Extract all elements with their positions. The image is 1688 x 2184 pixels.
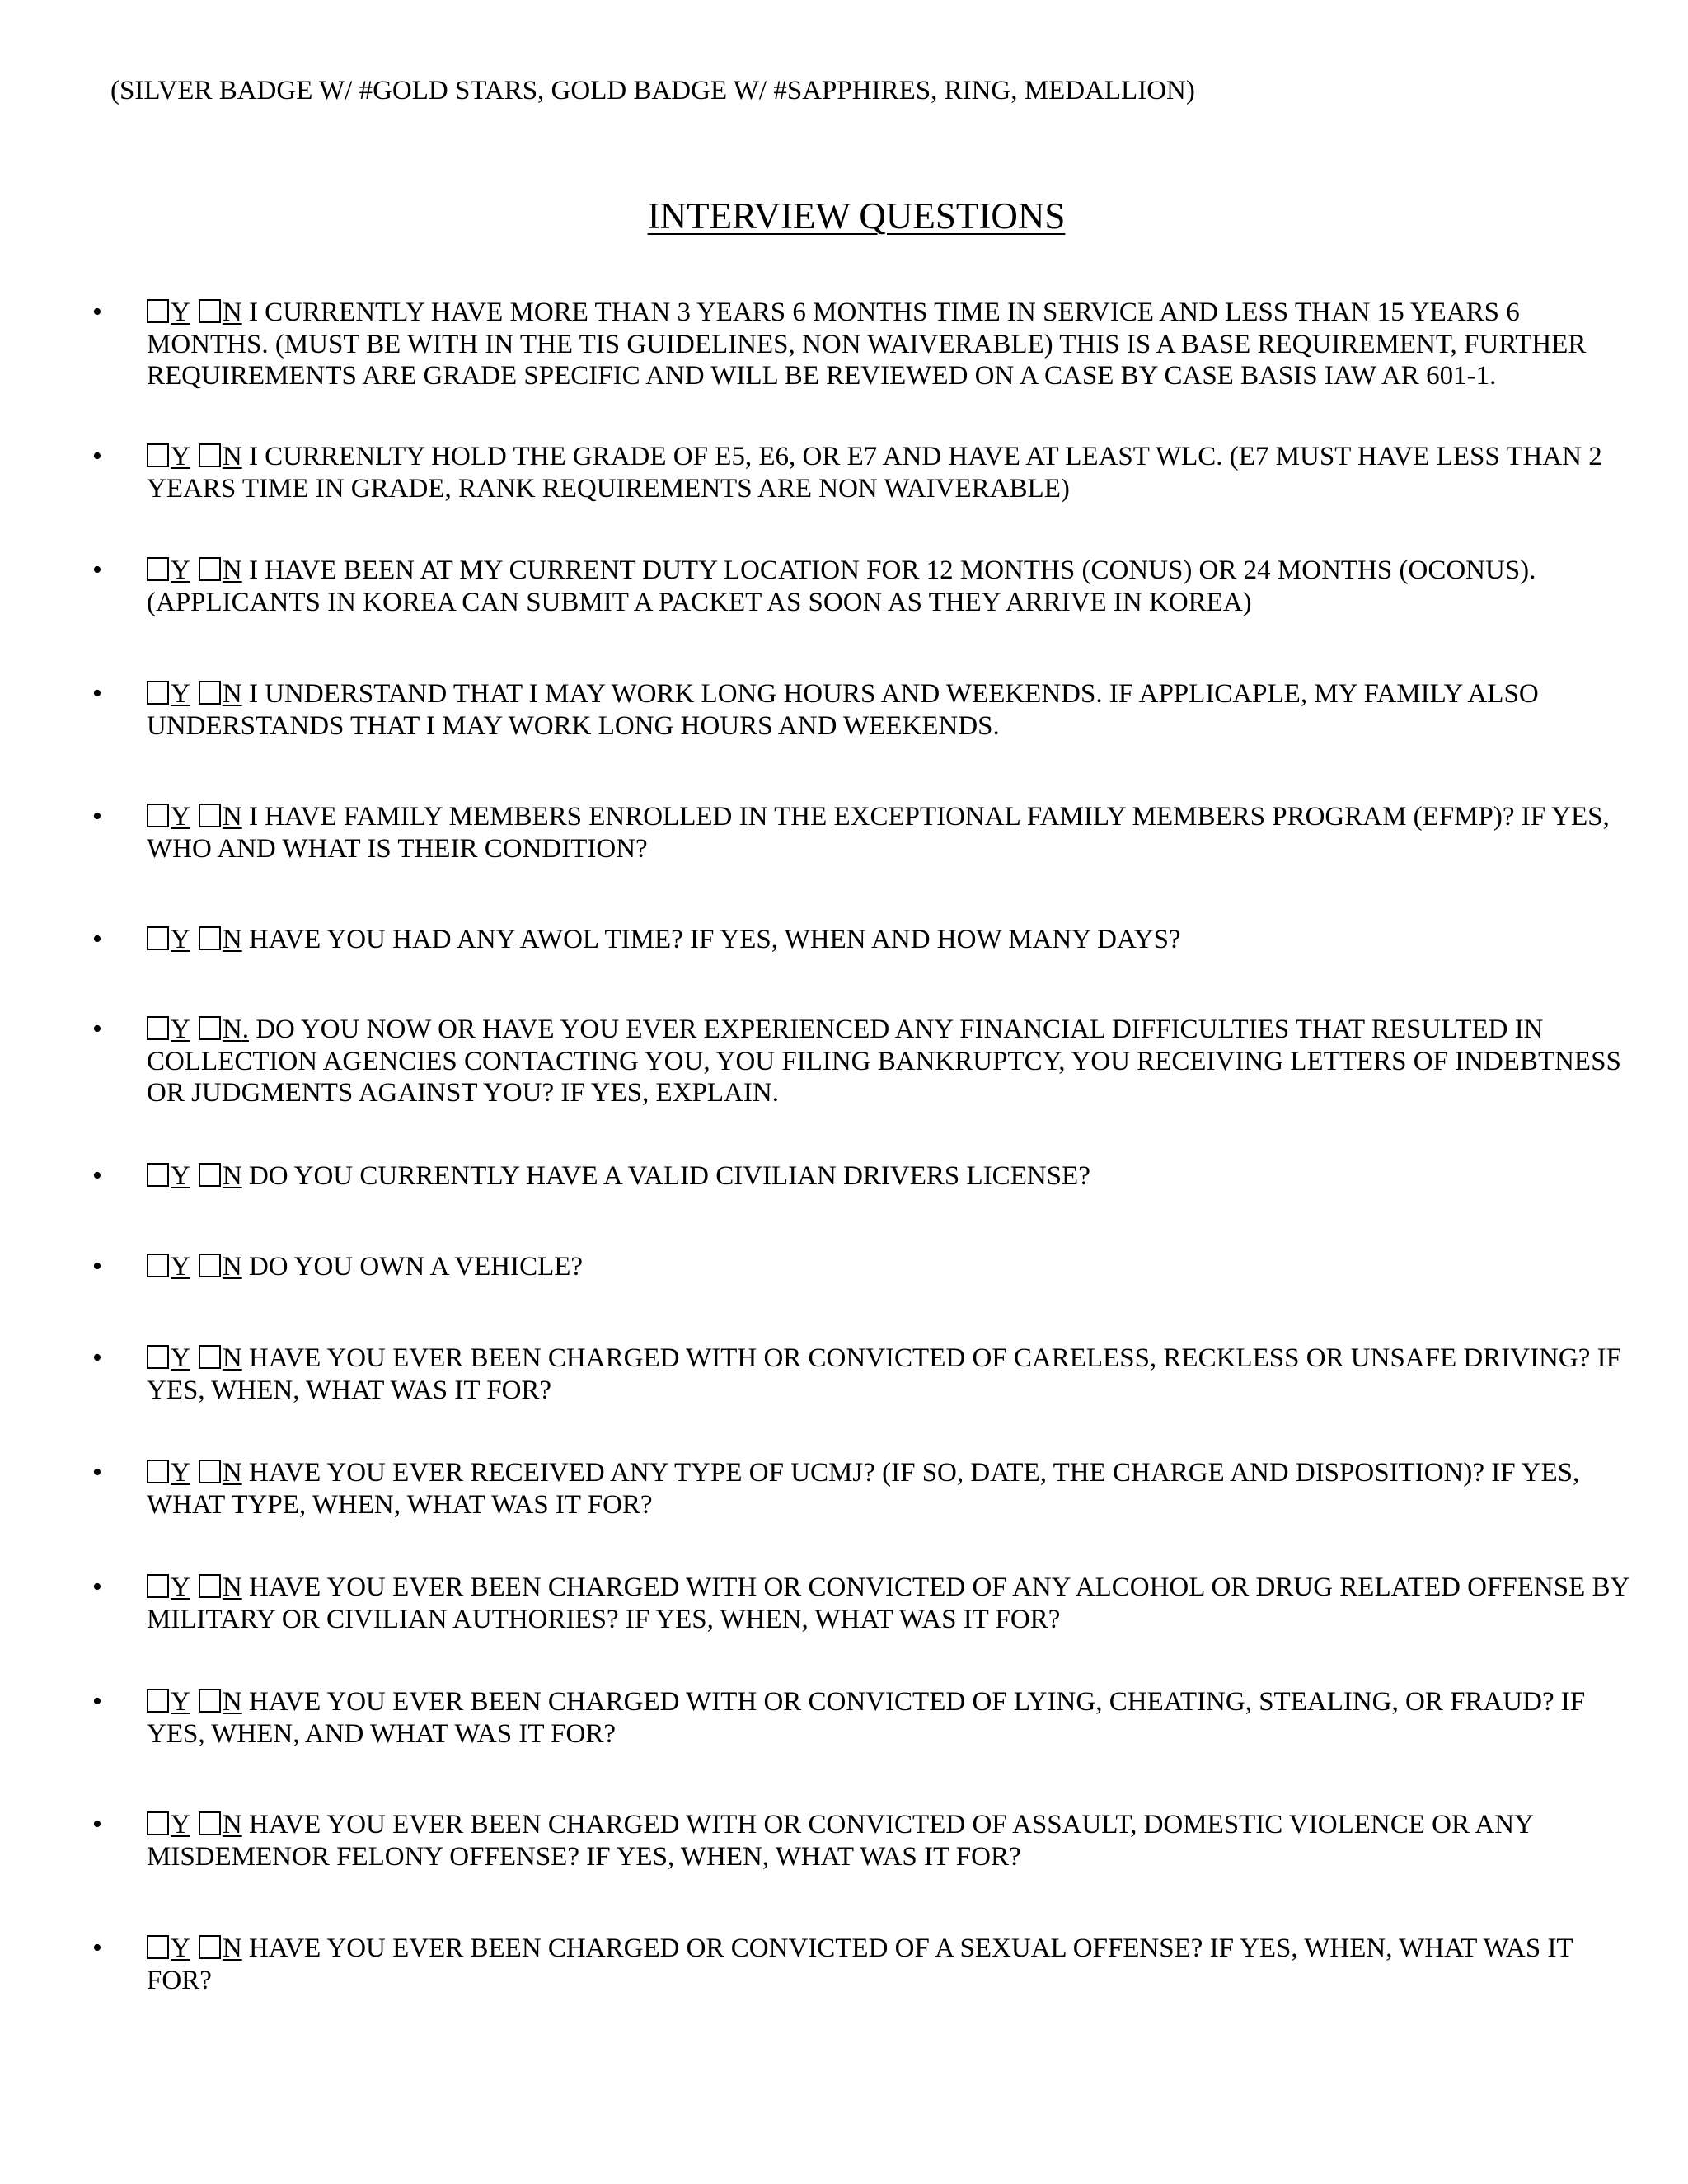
no-checkbox[interactable] [199,443,221,467]
question-text: I UNDERSTAND THAT I MAY WORK LONG HOURS AND WEEKENDS. IF APPLICAPLE, MY FAMILY ALSO UNDERSTANDS THAT I MAY WORK LONG HOURS AND WEEKENDS. [147,679,1539,741]
no-checkbox[interactable] [199,1460,221,1483]
bullet-icon: • [92,678,102,709]
yes-checkbox[interactable] [147,1345,169,1369]
yes-checkbox[interactable] [147,1016,169,1040]
question-text: HAVE YOU EVER RECEIVED ANY TYPE OF UCMJ? (IF SO, DATE, THE CHARGE AND DISPOSITION)? IF YES, WHAT TYPE, WHEN, WHAT WAS IT FOR? [147,1458,1580,1520]
bullet-icon: • [92,801,102,832]
yes-label: Y [171,1933,190,1963]
question-text: HAVE YOU EVER BEEN CHARGED OR CONVICTED OF A SEXUAL OFFENSE? IF YES, WHEN, WHAT WAS IT FOR? [147,1933,1573,1995]
yes-label: Y [171,1252,190,1282]
question-text-block [147,1014,1642,1109]
no-checkbox[interactable] [199,1689,221,1713]
yes-checkbox[interactable] [147,299,169,323]
question-text: I CURRENLTY HOLD THE GRADE OF E5, E6, OR E7 AND HAVE AT LEAST WLC. (E7 MUST HAVE LESS THAN 2 YEARS TIME IN GRADE, RANK REQUIREMENTS ARE NON WAIVERABLE) [147,442,1602,504]
question-text: I HAVE FAMILY MEMBERS ENROLLED IN THE EXCEPTIONAL FAMILY MEMBERS PROGRAM (EFMP)? IF YES, WHO AND WHAT IS THEIR CONDITION? [147,802,1610,864]
question-text: HAVE YOU EVER BEEN CHARGED WITH OR CONVICTED OF CARELESS, RECKLESS OR UNSAFE DRIVING? IF YES, WHEN, WHAT WAS IT FOR? [147,1343,1621,1405]
question-text: HAVE YOU HAD ANY AWOL TIME? IF YES, WHEN AND HOW MANY DAYS? [241,925,1181,954]
yes-checkbox[interactable] [147,1460,169,1483]
yes-no-choice [147,442,242,471]
yes-no-choice [147,555,242,585]
no-checkbox[interactable] [199,1163,221,1187]
question-text: I CURRENTLY HAVE MORE THAN 3 YEARS 6 MONTHS TIME IN SERVICE AND LESS THAN 15 YEARS 6 MONTHS. (MUST BE WITH IN THE TIS GUIDELINES, NON WAIVERABLE) THIS IS A BASE REQUIREMENT, FURTHER REQUIREMENTS ARE GRADE SPECIFIC AND WILL BE REVIEWED ON A CASE BY CASE BASIS IAW AR 601-1. [147,298,1587,391]
yes-label: Y [171,1572,190,1602]
question-text: HAVE YOU EVER BEEN CHARGED WITH OR CONVICTED OF ASSAULT, DOMESTIC VIOLENCE OR ANY MISDEMENOR FELONY OFFENSE? IF YES, WHEN, WHAT WAS IT FOR? [147,1810,1533,1872]
yes-label: Y [171,679,190,709]
bullet-icon: • [92,297,102,327]
no-label: N [222,1458,242,1488]
question-text-block [147,1160,1642,1193]
yes-label: Y [171,1343,190,1373]
no-checkbox[interactable] [199,299,221,323]
bullet-icon: • [92,1343,102,1373]
no-checkbox[interactable] [199,1574,221,1598]
yes-checkbox[interactable] [147,1254,169,1277]
bullet-icon: • [92,1457,102,1488]
yes-no-choice [147,1572,242,1602]
yes-label: Y [171,802,190,832]
bullet-icon: • [92,1809,102,1840]
no-checkbox[interactable] [199,804,221,827]
yes-checkbox[interactable] [147,557,169,581]
yes-no-choice [147,1015,249,1044]
yes-no-choice [147,1343,242,1373]
question-text-block [147,1809,1642,1872]
no-checkbox[interactable] [199,1935,221,1959]
yes-label: Y [171,1458,190,1488]
question-text-block [147,678,1642,742]
header-note: (SILVER BADGE W/ #GOLD STARS, GOLD BADGE W/ #SAPPHIRES, RING, MEDALLION) [110,76,1195,105]
no-label: N [222,1015,242,1044]
yes-label: Y [171,298,190,327]
bullet-icon: • [92,1014,102,1044]
question-text-block [147,441,1642,504]
bullet-icon: • [92,1251,102,1282]
no-label: N [222,442,242,471]
yes-no-choice [147,1810,242,1840]
yes-no-choice [147,679,242,709]
question-text-block [147,1686,1642,1750]
yes-label: Y [171,925,190,954]
bullet-icon: • [92,441,102,471]
choice-suffix: . [241,1015,249,1044]
yes-no-choice [147,1161,242,1191]
yes-label: Y [171,1687,190,1717]
question-text-block [147,1251,1642,1283]
question-text: I HAVE BEEN AT MY CURRENT DUTY LOCATION FOR 12 MONTHS (CONUS) OR 24 MONTHS (OCONUS). (APPLICANTS IN KOREA CAN SUBMIT A PACKET AS SOON AS THEY ARRIVE IN KOREA) [147,555,1536,617]
yes-label: Y [171,1810,190,1840]
yes-label: Y [171,1015,190,1044]
question-text-block [147,555,1642,618]
no-label: N [222,1572,242,1602]
question-text: HAVE YOU EVER BEEN CHARGED WITH OR CONVICTED OF LYING, CHEATING, STEALING, OR FRAUD? IF YES, WHEN, AND WHAT WAS IT FOR? [147,1687,1586,1749]
yes-label: Y [171,442,190,471]
yes-no-choice [147,1933,242,1963]
yes-no-choice [147,1252,242,1282]
question-text-block [147,1457,1642,1521]
bullet-icon: • [92,924,102,954]
yes-checkbox[interactable] [147,1689,169,1713]
bullet-icon: • [92,555,102,585]
yes-no-choice [147,298,242,327]
yes-no-choice [147,925,242,954]
question-text: DO YOU NOW OR HAVE YOU EVER EXPERIENCED ANY FINANCIAL DIFFICULTIES THAT RESULTED IN COLLECTION AGENCIES CONTACTING YOU, YOU FILING BANKRUPTCY, YOU RECEIVING LETTERS OF INDEBTNESS OR JUDGMENTS AGAINST YOU? IF YES, EXPLAIN. [147,1015,1621,1108]
no-checkbox[interactable] [199,926,221,950]
no-checkbox[interactable] [199,681,221,705]
no-checkbox[interactable] [199,1811,221,1835]
no-label: N [222,1252,242,1282]
yes-checkbox[interactable] [147,681,169,705]
no-label: N [222,1343,242,1373]
yes-checkbox[interactable] [147,1574,169,1598]
yes-no-choice [147,1458,242,1488]
question-text-block [147,1572,1642,1635]
yes-checkbox[interactable] [147,1811,169,1835]
page-title-text: INTERVIEW QUESTIONS [647,195,1066,237]
no-checkbox[interactable] [199,1345,221,1369]
yes-checkbox[interactable] [147,1163,169,1187]
bullet-icon: • [92,1933,102,1963]
no-label: N [222,1161,242,1191]
bullet-icon: • [92,1572,102,1602]
yes-checkbox[interactable] [147,926,169,950]
no-label: N [222,925,242,954]
yes-no-choice [147,802,242,832]
question-text: DO YOU OWN A VEHICLE? [241,1252,584,1282]
bullet-icon: • [92,1686,102,1717]
yes-checkbox[interactable] [147,443,169,467]
no-label: N [222,679,242,709]
yes-no-choice [147,1687,242,1717]
question-text-block [147,1933,1642,1996]
no-checkbox[interactable] [199,557,221,581]
question-text-block [147,801,1642,865]
question-text: HAVE YOU EVER BEEN CHARGED WITH OR CONVICTED OF ANY ALCOHOL OR DRUG RELATED OFFENSE BY MILITARY OR CIVILIAN AUTHORIES? IF YES, WHEN, WHAT WAS IT FOR? [147,1572,1629,1634]
no-label: N [222,1933,242,1963]
question-text-block [147,924,1642,956]
question-text: DO YOU CURRENTLY HAVE A VALID CIVILIAN DRIVERS LICENSE? [241,1161,1090,1191]
yes-label: Y [171,1161,190,1191]
yes-checkbox[interactable] [147,804,169,827]
question-text-block [147,1343,1642,1406]
bullet-icon: • [92,1160,102,1191]
no-label: N [222,802,242,832]
no-label: N [222,1810,242,1840]
no-label: N [222,555,242,585]
yes-label: Y [171,555,190,585]
no-label: N [222,298,242,327]
no-checkbox[interactable] [199,1016,221,1040]
yes-checkbox[interactable] [147,1935,169,1959]
question-text-block [147,297,1642,392]
no-label: N [222,1687,242,1717]
no-checkbox[interactable] [199,1254,221,1277]
